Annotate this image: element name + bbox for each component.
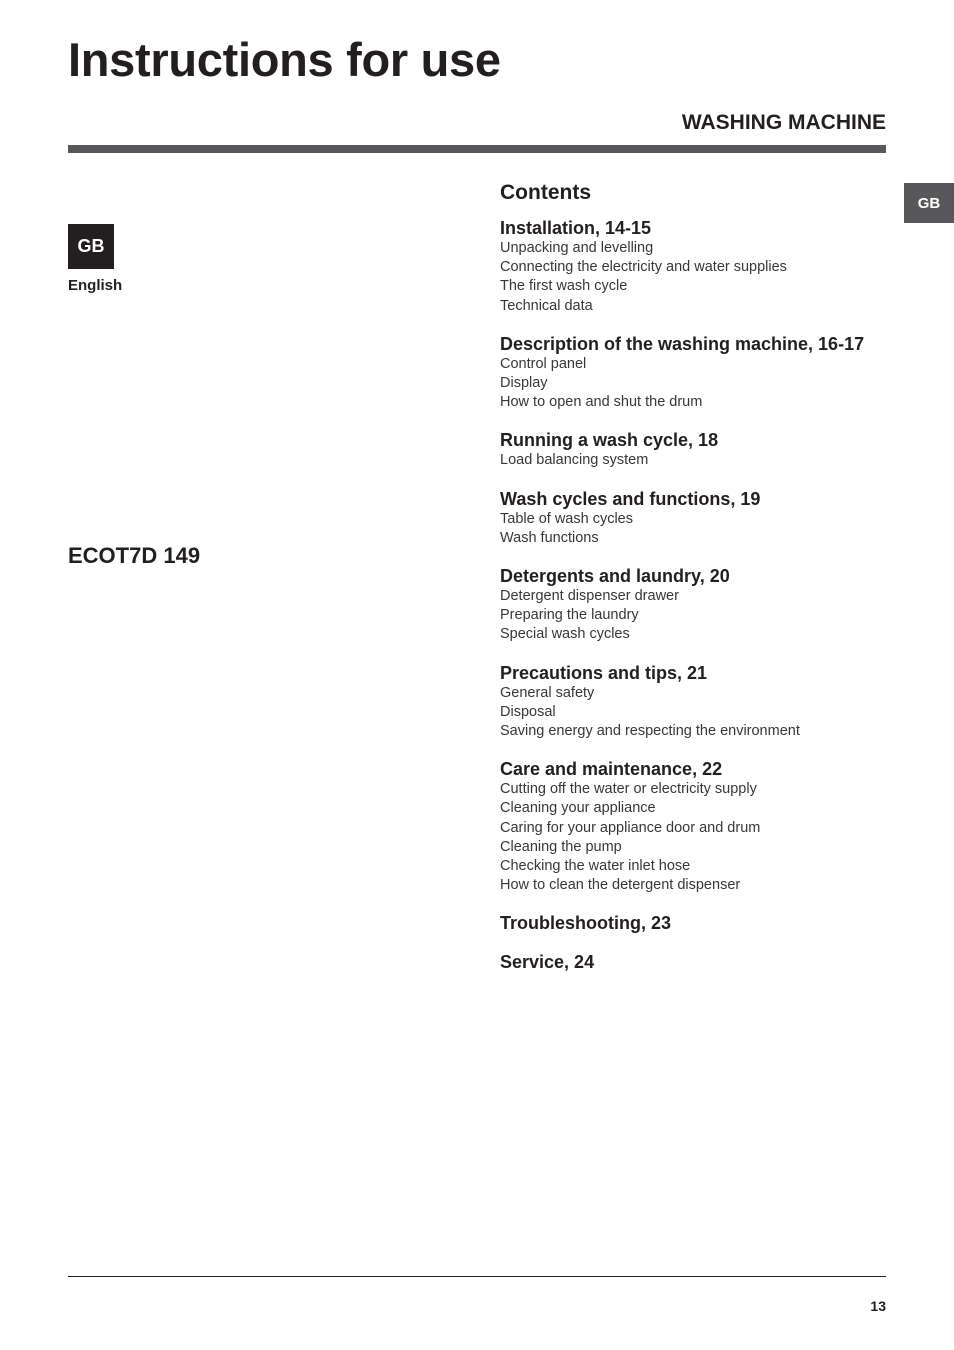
page-title: Instructions for use <box>68 33 501 86</box>
model-number: ECOT7D 149 <box>68 543 201 568</box>
toc-sub-item: Control panel <box>500 355 587 372</box>
toc-sub-item: Display <box>500 375 548 392</box>
toc-sub-item: Technical data <box>500 297 593 314</box>
toc-sub-item: Checking the water inlet hose <box>500 858 691 875</box>
header-divider <box>68 145 886 153</box>
toc-section-title: Troubleshooting, 23 <box>500 913 672 934</box>
toc-sub-item: Unpacking and levelling <box>500 240 654 256</box>
footer-divider <box>68 1276 886 1277</box>
toc-sub-item: Detergent dispenser drawer <box>500 588 679 605</box>
table-of-contents <box>500 180 890 991</box>
toc-sub-item: Preparing the laundry <box>500 607 639 624</box>
toc-sub-item: General safety <box>500 684 595 701</box>
toc-sub-item: Disposal <box>500 703 556 720</box>
toc-section <box>500 489 890 548</box>
toc-section <box>500 952 890 973</box>
toc-section-title: Precautions and tips, 21 <box>500 662 708 683</box>
toc-sub-item: How to open and shut the drum <box>500 394 703 411</box>
toc-sub-item: Wash functions <box>500 529 599 546</box>
toc-section-title: Wash cycles and functions, 19 <box>500 488 761 509</box>
toc-section-title: Detergents and laundry, 20 <box>500 566 730 587</box>
toc-section <box>500 566 890 645</box>
toc-section <box>500 759 890 895</box>
toc-section-title: Service, 24 <box>500 952 595 973</box>
toc-section-title: Description of the washing machine, 16-17 <box>500 333 865 354</box>
document-subtitle: WASHING MACHINE <box>681 111 886 134</box>
toc-sub-item: Cleaning the pump <box>500 838 622 855</box>
toc-sections <box>500 218 890 973</box>
toc-section <box>500 218 890 316</box>
toc-sub-item: Load balancing system <box>500 452 649 469</box>
toc-sub-item: How to clean the detergent dispenser <box>500 877 741 894</box>
language-badge: GB <box>68 224 114 269</box>
page-number: 13 <box>870 1298 886 1314</box>
toc-section-title: Care and maintenance, 22 <box>500 759 723 780</box>
toc-section <box>500 913 890 934</box>
toc-sub-item: Caring for your appliance door and drum <box>500 819 761 836</box>
contents-heading: Contents <box>500 181 591 204</box>
toc-sub-item: Cutting off the water or electricity supply <box>500 781 757 798</box>
side-language-tab: GB <box>904 183 954 223</box>
toc-sub-item: Table of wash cycles <box>500 510 633 527</box>
toc-sub-item: Special wash cycles <box>500 626 630 643</box>
toc-sub-item: Connecting the electricity and water supplies <box>500 259 787 276</box>
toc-sub-item: Saving energy and respecting the environment <box>500 723 800 740</box>
toc-section <box>500 663 890 742</box>
toc-sub-item: Cleaning your appliance <box>500 800 656 817</box>
toc-section <box>500 430 890 470</box>
toc-sub-item: The first wash cycle <box>500 278 628 295</box>
toc-section <box>500 334 890 413</box>
language-label: English <box>68 277 123 294</box>
toc-section-title: Installation, 14-15 <box>500 218 652 238</box>
toc-section-title: Running a wash cycle, 18 <box>500 430 719 451</box>
